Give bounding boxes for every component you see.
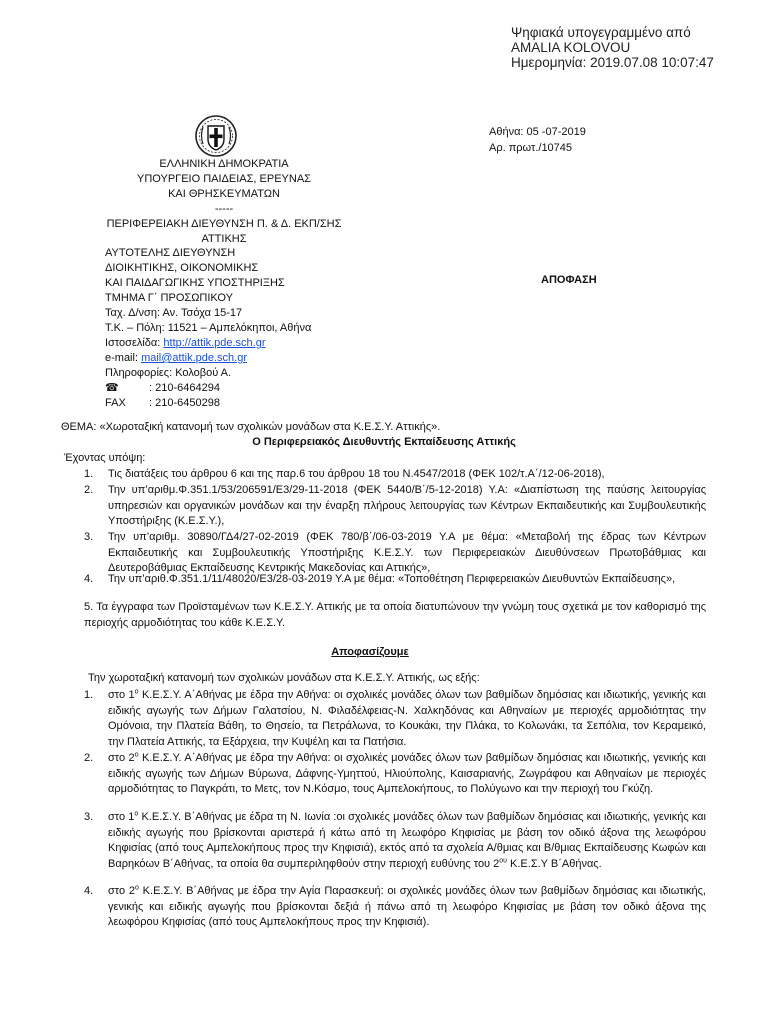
- list-number: 4.: [84, 885, 94, 897]
- allocation-item: [84, 751, 706, 798]
- list-number: 2.: [84, 752, 94, 764]
- allocation-text: Κ.Ε.Σ.Υ. Β΄Αθήνας με έδρα τη Ν. Ιωνία :οι σχολικές μονάδες όλων των βαθμίδων δημόσιας και ιδιωτικής, γενικής και ειδικής αγωγής που βρίσκονται αριστερά ή κάτω από τη λεωφόρο Κηφισίας με βάση τον οδικό άξονα της λεωφόρου Κηφισίας (από τους Αμπελοκήπους προς την Κηφισιά), εκτός από τα σχολεία Α/θμιας και Β/θμιας Εκπαίδευσης Κωφών και Βαρηκόων Β΄Αθήνας, τα οποία θα συμπεριληφθούν στην περιοχή ευθύνης του 2: [108, 811, 706, 870]
- authority-header: [100, 157, 348, 247]
- authority-line: ΚΑΙ ΘΡΗΣΚΕΥΜΑΤΩΝ: [168, 188, 280, 200]
- website-link[interactable]: http://attik.pde.sch.gr: [163, 337, 266, 349]
- department-block: [105, 246, 311, 411]
- fax-row: [105, 396, 311, 411]
- allocation-item: [84, 810, 706, 872]
- decide-title: Αποφασίζουμε: [331, 646, 409, 658]
- document-date: Αθήνα: 05 -07-2019: [489, 126, 586, 138]
- decide-intro: Την χωροταξική κατανομή των σχολικών μονάδων στα Κ.Ε.Σ.Υ. Αττικής, ως εξής:: [88, 672, 480, 684]
- list-item: [84, 530, 706, 577]
- allocation-text: Κ.Ε.Σ.Υ. Β΄Αθήνας με έδρα την Αγία Παρασκευή: οι σχολικές μονάδες όλων των βαθμίδων δημόσιας και ιδιωτικής, γενικής και ειδικής αγωγής που βρίσκονται δεξιά ή πάνω από τη λεωφόρο Κηφισίας με βάση τον οδικό άξονα της λεωφόρου Κηφισίας (από τους Αμπελοκήπους προς την Κηφισιά).: [108, 885, 706, 928]
- decision-title: ΑΠΟΦΑΣΗ: [541, 274, 597, 286]
- authority-line: ΠΕΡΙΦΕΡΕΙΑΚΗ ΔΙΕΥΘΥΝΣΗ Π. & Δ. ΕΚΠ/ΣΗΣ: [106, 218, 342, 230]
- authority-line: ΥΠΟΥΡΓΕΙΟ ΠΑΙΔΕΙΑΣ, ΕΡΕΥΝΑΣ: [137, 173, 311, 185]
- ordinal-suffix: ο: [134, 751, 139, 759]
- department-line: ΑΥΤΟΤΕΛΗΣ ΔΙΕΥΘΥΝΣΗ: [105, 247, 236, 259]
- allocation-prefix: στο 1: [108, 811, 135, 823]
- city-line: Τ.Κ. – Πόλη: 11521 – Αμπελόκηποι, Αθήνα: [105, 322, 312, 334]
- ordinal-suffix: ου: [499, 856, 507, 864]
- director-title: Ο Περιφερειακός Διευθυντής Εκπαίδευσης Αττικής: [252, 436, 516, 448]
- email-link[interactable]: mail@attik.pde.sch.gr: [141, 352, 247, 364]
- list-text: Την υπ’αριθ.Φ.351.1/11/48020/Ε3/28-03-2019 Υ.Α με θέμα: «Τοποθέτηση Περιφερειακών Διευθυντών Εκπαίδευσης»,: [108, 573, 676, 585]
- list-number: 4.: [84, 573, 94, 585]
- allocation-tail: Κ.Ε.Σ.Υ Β΄Αθήνας.: [506, 857, 602, 870]
- allocation-item: [84, 884, 706, 931]
- list-item: [84, 467, 706, 483]
- phone-number: : 210-6464294: [149, 382, 220, 394]
- allocation-text: Κ.Ε.Σ.Υ. Α΄Αθήνας με έδρα την Αθήνα: οι σχολικές μονάδες όλων των βαθμίδων δημόσιας και ιδιωτικής, γενικής και ειδικής αγωγής των Δήμων Γαλατσίου, Ν. Φιλαδέλφειας-Ν. Χαλκηδόνας και Αθηναίων με περιοχές αρμοδιότητας την Ομόνοια, την Πλατεία Βάθη, το Θησείο, τα Πετράλωνα, το Κουκάκι, την Πλάκα, το Κολωνάκι, τα Σεπόλια, τον Κεραμεικό, την Πλατεία Αττικής, τα Εξάρχεια, την Κυψέλη και τα Πατήσια.: [108, 689, 706, 748]
- list-item: [84, 483, 706, 530]
- ordinal-suffix: ο: [134, 688, 139, 696]
- authority-line: ΑΤΤΙΚΗΣ: [201, 233, 247, 245]
- document-meta: [489, 124, 586, 156]
- authority-divider: -----: [214, 203, 234, 215]
- department-line: ΤΜΗΜΑ Γ΄ ΠΡΟΣΩΠΙΚΟΥ: [105, 292, 233, 304]
- info-line: Πληροφορίες: Κολοβού Α.: [105, 367, 232, 379]
- telephone-icon: ☎: [105, 382, 119, 394]
- ordinal-suffix: ο: [134, 810, 139, 818]
- department-line: ΚΑΙ ΠΑΙΔΑΓΩΓΙΚΗΣ ΥΠΟΣΤΗΡΙΞΗΣ: [105, 277, 285, 289]
- allocation-prefix: στο 2: [108, 752, 135, 764]
- allocation-text: Κ.Ε.Σ.Υ. Α΄Αθήνας με έδρα την Αθήνα: οι σχολικές μονάδες όλων των βαθμίδων δημόσιας και ιδιωτικής, γενικής και ειδικής αγωγής των Δήμων Βύρωνα, Δάφνης-Υμηττού, Ηλιούπολης, Καισαριανής, Ζωγράφου και Αθηναίων με περιοχές αρμοδιότητας το Παγκράτι, το Μετς, τον Ν.Κόσμο, τους Αμπελοκήπους, το Πολύγωνο και την περιοχή του Γκύζη.: [108, 752, 706, 795]
- list-number: 3.: [84, 531, 94, 543]
- list-item: [84, 572, 706, 588]
- phone-row: [105, 381, 311, 396]
- website-label: Ιστοσελίδα:: [105, 337, 164, 349]
- ordinal-suffix: ο: [135, 884, 139, 892]
- website-row: [105, 336, 311, 351]
- signature-date: Ημερομηνία: 2019.07.08 10:07:47: [511, 55, 714, 70]
- given-heading: Έχοντας υπόψη:: [64, 452, 146, 464]
- email-label: e-mail:: [105, 352, 142, 364]
- list-number: 3.: [84, 811, 94, 823]
- fax-label: FAX: [105, 397, 126, 409]
- list-text: Την υπ’αριθμ.Φ.351.1/53/206591/Ε3/29-11-2018 (ΦΕΚ 5440/Β΄/5-12-2018) Υ.Α: «Διαπίστωση της παύσης λειτουργίας υπηρεσιών και οργανικών μονάδων και την έναρξη πλήρους λειτουργίας των Κέντρων Εκπαιδευτικής και Συμβουλευτικής Υποστήριξης (Κ.Ε.Σ.Υ.),: [108, 484, 706, 527]
- subject-line: ΘΕΜΑ: «Χωροταξική κατανομή των σχολικών μονάδων στα Κ.Ε.Σ.Υ. Αττικής».: [61, 421, 441, 433]
- list-item-5: 5. Τα έγγραφα των Προϊσταμένων των Κ.Ε.Σ.Υ. Αττικής με τα οποία διατυπώνουν την γνώμη τους σχετικά με τον καθορισμό της περιοχής αρμοδιότητας του κάθε Κ.Ε.Σ.Υ.: [84, 601, 706, 629]
- allocation-prefix: στο 1: [108, 689, 135, 701]
- address-line: Ταχ. Δ/νση: Αν. Τσόχα 15-17: [105, 307, 243, 319]
- list-number: 2.: [84, 484, 94, 496]
- list-text: Τις διατάξεις του άρθρου 6 και της παρ.6 του άρθρου 18 του Ν.4547/2018 (ΦΕΚ 102/τ.Α΄/12-06-2018),: [108, 468, 605, 480]
- department-line: ΔΙΟΙΚΗΤΙΚΗΣ, ΟΙΚΟΝΟΜΙΚΗΣ: [105, 262, 259, 274]
- email-row: [105, 351, 311, 366]
- signature-signer: AMALIA KOLOVOU: [511, 40, 631, 55]
- protocol-number: Αρ. πρωτ./10745: [489, 142, 573, 154]
- fax-number: : 210-6450298: [149, 397, 220, 409]
- list-number: 1.: [84, 468, 94, 480]
- authority-line: ΕΛΛΗΝΙΚΗ ΔΗΜΟΚΡΑΤΙΑ: [159, 158, 289, 170]
- allocation-item: [84, 688, 706, 750]
- list-text: Την υπ’αριθμ. 30890/ΓΔ4/27-02-2019 (ΦΕΚ 780/β΄/06-03-2019 Υ.Α με θέμα: «Μεταβολή της έδρας των Κέντρων Εκπαιδευτικής και Συμβουλευτικής Υποστήριξης Κ.Ε.Σ.Υ. των Περιφερειακών Διευθύνσεων Πρωτοβάθμιας και Δευτεροβάθμιας Εκπαίδευσης Κεντρικής Μακεδονίας και Αττικής»,: [108, 531, 706, 574]
- list-number: 1.: [84, 689, 94, 701]
- allocation-prefix: στο 2: [108, 885, 135, 897]
- signature-line-1: Ψηφιακά υπογεγραμμένο από: [511, 25, 691, 40]
- digital-signature: [511, 25, 714, 70]
- greek-coat-of-arms-icon: [194, 114, 238, 158]
